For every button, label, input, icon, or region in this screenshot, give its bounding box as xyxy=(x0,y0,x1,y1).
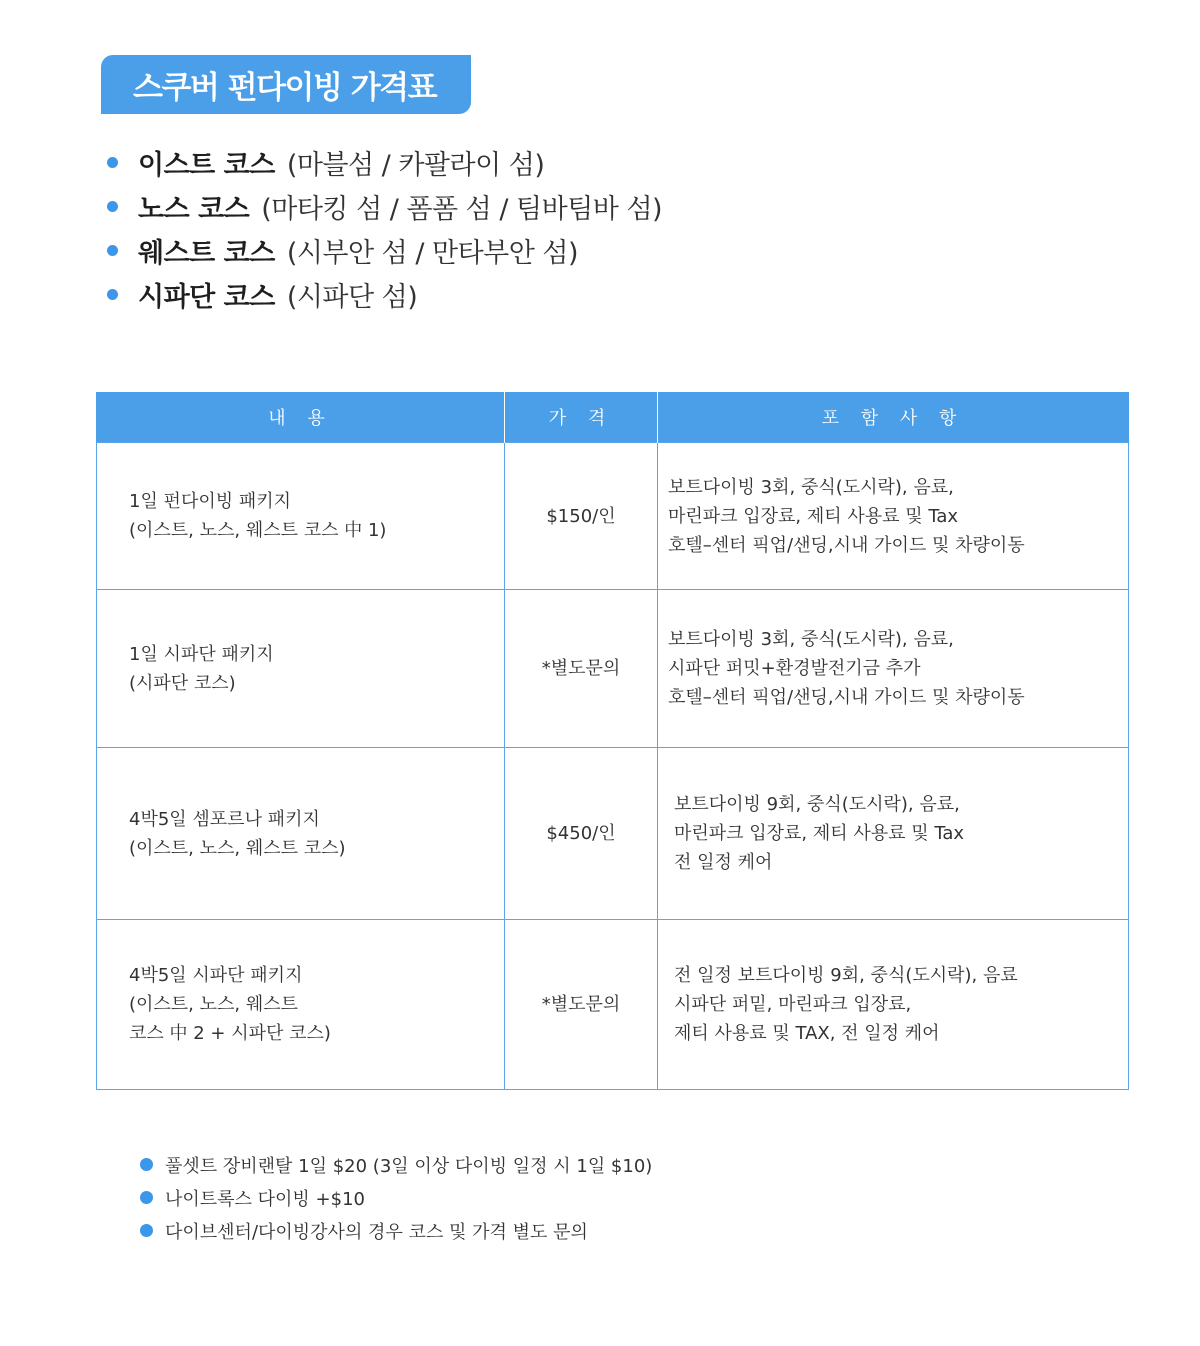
course-item xyxy=(107,184,662,228)
table-row xyxy=(97,748,1129,920)
course-name: 웨스트 코스 xyxy=(138,237,275,269)
page-title: 스쿠버 펀다이빙 가격표 xyxy=(101,55,471,114)
course-item xyxy=(107,228,662,272)
includes-cell: 보트다이빙 9회, 중식(도시락), 음료, 마린파크 입장료, 제티 사용료 및 Tax 전 일정 케어 xyxy=(658,748,1129,920)
package-name-cell: 1일 시파단 패키지 (시파단 코스) xyxy=(97,590,505,748)
course-islands: (시부안 섬 / 만타부안 섬) xyxy=(286,237,579,269)
bullet-icon xyxy=(140,1191,153,1204)
bullet-icon xyxy=(107,157,118,168)
course-islands: (마블섬 / 카팔라이 섬) xyxy=(286,149,545,181)
note-text: 다이브센터/다이빙강사의 경우 코스 및 가격 별도 문의 xyxy=(165,1221,588,1243)
note-text: 나이트록스 다이빙 +$10 xyxy=(165,1188,365,1210)
package-name-cell: 1일 펀다이빙 패키지 (이스트, 노스, 웨스트 코스 中 1) xyxy=(97,443,505,590)
header-includes: 포 함 사 항 xyxy=(658,392,1129,443)
bullet-icon xyxy=(107,201,118,212)
course-item xyxy=(107,272,662,316)
header-price: 가 격 xyxy=(505,392,658,443)
price-cell: *별도문의 xyxy=(505,920,658,1090)
price-cell: $150/인 xyxy=(505,443,658,590)
bullet-icon xyxy=(107,245,118,256)
price-cell: $450/인 xyxy=(505,748,658,920)
course-name: 시파단 코스 xyxy=(138,281,275,313)
note-item xyxy=(140,1214,652,1247)
notes-list xyxy=(140,1148,652,1247)
note-item xyxy=(140,1148,652,1181)
includes-cell: 전 일정 보트다이빙 9회, 중식(도시락), 음료 시파단 퍼밑, 마린파크 입장료, 제티 사용료 및 TAX, 전 일정 케어 xyxy=(658,920,1129,1090)
bullet-icon xyxy=(107,289,118,300)
price-cell: *별도문의 xyxy=(505,590,658,748)
bullet-icon xyxy=(140,1224,153,1237)
bullet-icon xyxy=(140,1158,153,1171)
price-table xyxy=(96,392,1129,1090)
note-item xyxy=(140,1181,652,1214)
includes-cell: 보트다이빙 3회, 중식(도시락), 음료, 시파단 퍼밋+환경발전기금 추가 호텔–센터 픽업/샌딩,시내 가이드 및 차량이동 xyxy=(658,590,1129,748)
course-islands: (시파단 섬) xyxy=(286,281,418,313)
includes-cell: 보트다이빙 3회, 중식(도시락), 음료, 마린파크 입장료, 제티 사용료 및 Tax 호텔–센터 픽업/샌딩,시내 가이드 및 차량이동 xyxy=(658,443,1129,590)
course-name: 이스트 코스 xyxy=(138,149,275,181)
course-list xyxy=(107,140,662,316)
note-text: 풀셋트 장비랜탈 1일 $20 (3일 이상 다이빙 일정 시 1일 $10) xyxy=(165,1155,653,1177)
table-header-row xyxy=(97,392,1129,443)
header-content: 내 용 xyxy=(97,392,505,443)
course-item xyxy=(107,140,662,184)
table-row xyxy=(97,443,1129,590)
package-name-cell: 4박5일 셈포르나 패키지 (이스트, 노스, 웨스트 코스) xyxy=(97,748,505,920)
table-row xyxy=(97,920,1129,1090)
package-name-cell: 4박5일 시파단 패키지 (이스트, 노스, 웨스트 코스 中 2 + 시파단 코스) xyxy=(97,920,505,1090)
course-islands: (마타킹 섬 / 폼폼 섬 / 팀바팀바 섬) xyxy=(261,193,663,225)
course-name: 노스 코스 xyxy=(138,193,250,225)
table-row xyxy=(97,590,1129,748)
